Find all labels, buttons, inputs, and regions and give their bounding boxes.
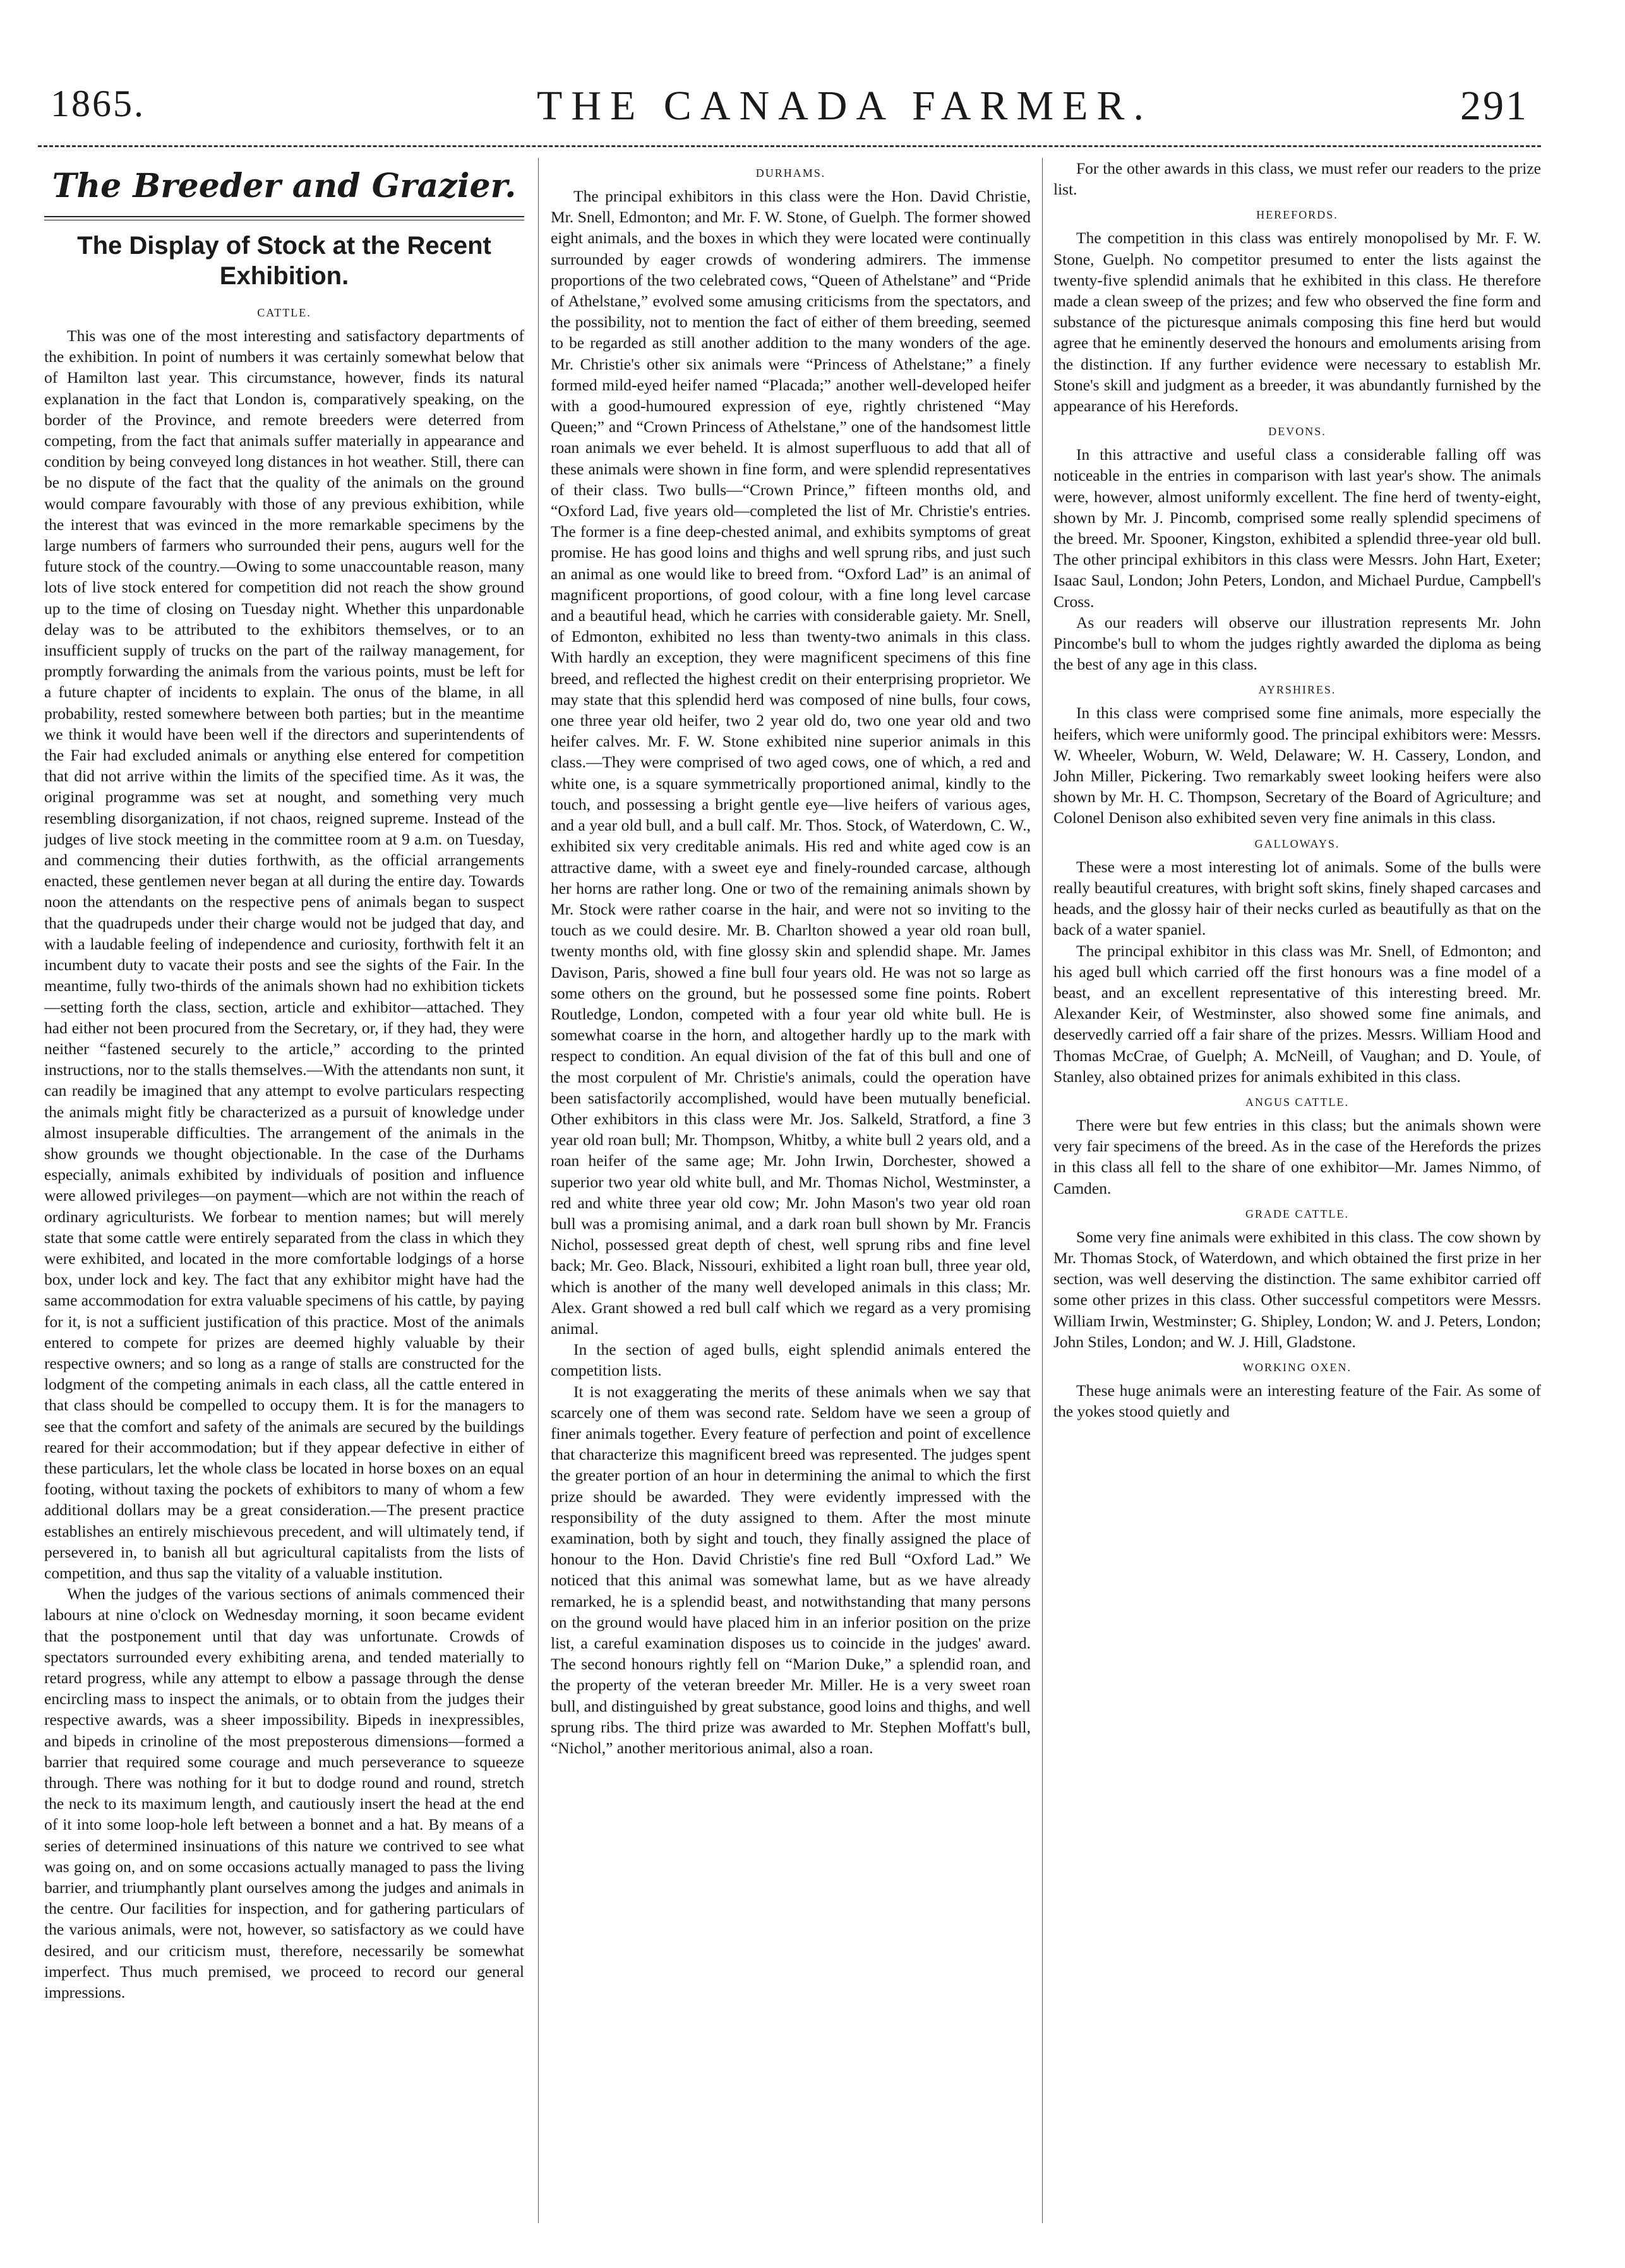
subhead-grade-cattle: GRADE CATTLE. [1245, 1207, 1349, 1220]
subhead-galloways: GALLOWAYS. [1254, 837, 1340, 850]
paragraph: It is not exaggerating the merits of these animals when we say that scarcely one of them was second rate. Seldom have we seen a group of finer animals together. Every feature of perfection and point of excellence that characterize this magnificent breed was represented. The judges spent the greater portion of an hour in determining the animal to which the first prize should be awarded. They were evidently impressed with the responsibility of the duty assigned to them. After the most minute examination, both by sight and touch, they finally assigned the place of honour to the Hon. David Christie's fine red Bull “Oxford Lad.” We noticed that this animal was somewhat lame, but as we have already remarked, he is a splendid beast, and notwithstanding that many persons on the ground would have placed him in an inferior position on the prize list, a careful examination disposes us to coincide in the judges' award. The second honours rightly fell on “Marion Duke,” a splendid roan, and the property of the veteran breeder Mr. Miller. He is a very sweet roan bull, and distinguished by great substance, good loins and thighs, and well sprung ribs. The third prize was awarded to Mr. Stephen Moffatt's bull, “Nichol,” another meritorious animal, also a roan. [551, 1382, 1031, 1758]
column-1 [44, 158, 524, 2223]
issue-year: 1865. [51, 83, 145, 124]
paragraph: This was one of the most interesting and satisfactory departments of the exhibition. In point of numbers it was certainly somewhat below that of Hamilton last year. This circumstance, however, finds its natural explanation in the fact that London is, comparatively speaking, on the border of the Province, and remote breeders were deterred from competing, from the fact that animals suffer materially in appearance and condition by being conveyed long distances in hot weather. Still, there can be no dispute of the fact that the quality of the animals on the ground would compare favourably with those of any previous exhibition, while the interest that was evinced in the more remarkable specimens by the large numbers of farmers who surrounded their pens, augurs well for the future stock of the country.—Owing to some unaccountable reason, many lots of live stock entered for competition did not reach the show ground up to the time of closing on Tuesday night. Whether this unpardonable delay was to be attributed to the exhibitors themselves, or to an insufficient supply of trucks on the part of the railway management, for promptly forwarding the animals from the various points, must be left for a future chapter of incidents to explain. The onus of the blame, in all probability, rested somewhere between both parties; but in the meantime we think it would have been well if the directors and superintendents of the Fair had excluded animals or anything else entered for competition that did not arrive within the limits of the specified time. As it was, the original programme was set at nought, and something very much resembling disorganization, if not chaos, reigned supreme. Instead of the judges of live stock meeting in the committee room at 9 a.m. on Tuesday, and commencing their duties forthwith, as the official arrangements enacted, these gentlemen never began at all during the entire day. Towards noon the attendants on the respective pens of animals began to suspect that the quadrupeds under their charge would not be judged that day, and with a laudable feeling of independence and curiosity, forthwith felt it an incumbent duty to vacate their posts and see the sights of the Fair. In the meantime, fully two-thirds of the animals shown had no exhibition tickets—setting forth the class, section, article and exhibitor—attached. They had either not been procured from the Secretary, or, if they had, they were neither “fastened securely to the article,” according to the printed instructions, nor to the stalls themselves.—With the attendants non sunt, it can readily be imagined that any attempt to evolve particulars respecting the animals might fitly be characterized as a pursuit of knowledge under almost insuperable difficulties. The arrangement of the animals in the show grounds we thought objectionable. In the case of the Durhams especially, animals exhibited by individuals of position and influence were allowed privileges—on payment—which are not within the reach of ordinary agriculturists. We forbear to mention names; but will merely state that some cattle were entirely separated from the class in which they were exhibited, and located in the more comfortable lodgings of a horse box, under lock and key. The fact that any exhibitor might have had the same accommodation for extra valuable specimens of his cattle, by paying for it, is not a sufficient justification of this practice. Most of the animals entered to compete for prizes are deemed highly valuable by their respective owners; and so long as a range of stalls are constructed for the lodgment of the competing animals in each class, all the cattle entered in that class should be compelled to occupy them. It is for the managers to see that the comfort and safety of the animals are secured by the buildings reared for their accommodation; but if they appear defective in either of these particulars, let the whole class be located in horse boxes on an equal footing, without taxing the pockets of exhibitors to many of whom a few additional dollars may be a great consideration.—The present practice establishes an entirely mischievous precedent, and will ultimately tend, if persevered in, to banish all but agricultural capitalists from the lists of competition, and thus sap the vitality of a valuable institution. [44, 327, 524, 1582]
section-title: The Breeder and Grazier. [52, 167, 517, 205]
column-divider [538, 158, 539, 2223]
paragraph: In the section of aged bulls, eight splendid animals entered the competition lists. [551, 1340, 1031, 1380]
header-rule [38, 145, 1541, 150]
paragraph: The principal exhibitors in this class were the Hon. David Christie, Mr. Snell, Edmonton; and Mr. F. W. Stone, of Guelph. The former showed eight animals, and the boxes in which they were located were continually surrounded by eager crowds of wondering admirers. The immense proportions of the two celebrated cows, “Queen of Athelstane” and “Pride of Athelstane,” evolved some amusing criticisms from the spectators, and the possibility, not to mention the fact of either of them breeding, seemed to be regarded as still another addition to the many wonders of the age. Mr. Christie's other six animals were “Princess of Athelstane;” a finely formed mild-eyed heifer named “Placada;” another well-developed heifer with a good-humoured expression of eye, rightly christened “May Queen;” and “Crown Princess of Athelstane,” one of the handsomest little roan animals we ever beheld. It is almost superfluous to add that all of these animals were shown in fine form, and were splendid representatives of their class. Two bulls—“Crown Prince,” fifteen months old, and “Oxford Lad, five years old—completed the list of Mr. Christie's entries. The former is a fine deep-chested animal, and exhibits symptoms of great promise. He has good loins and thighs and well sprung ribs, and just such an animal as one would like to breed from. “Oxford Lad” is an animal of magnificent proportions, of good colour, with a fine long level carcase and a beautiful head, which he carries with considerable gaiety. Mr. Snell, of Edmonton, exhibited no less than twenty-two animals in this class. With hardly an exception, they were magnificent specimens of this fine breed, and reflected the highest credit on their enterprising proprietor. We may state that this splendid herd was composed of nine bulls, four cows, one three year old heifer, two 2 year old do, two one year old and two heifer calves. Mr. F. W. Stone exhibited nine superior animals in this class.—They were comprised of two aged cows, one of which, a red and white one, is a square symmetrically proportioned animal, kindly to the touch, and possessing a bright gentle eye—live heifers of various ages, and a year old bull, and a bull calf. Mr. Thos. Stock, of Waterdown, C. W., exhibited six very creditable animals. His red and white aged cow is an attractive dame, with a sweet eye and finely-rounded carcase, although her horns are rather long. One or two of the remaining animals shown by Mr. Stock were rather coarse in the hair, and were not so inviting to the touch as we could desire. Mr. B. Charlton showed a year old roan bull, twenty months old, with fine glossy skin and splendid shape. Mr. James Davison, Paris, showed a fine bull four years old. He was not so large as some others on the ground, but he possessed some fine points. Robert Routledge, London, competed with a four year old white bull. He is somewhat coarse in the horn, and altogether hardly up to the mark with respect to condition. An equal division of the fat of this bull and one of the most corpulent of Mr. Christie's animals, could the operation have been satisfactorily accomplished, would have been mutually beneficial. Other exhibitors in this class were Mr. Jos. Salkeld, Stratford, a fine 3 year old roan bull; Mr. Thompson, Whitby, a white bull 2 years old, and a roan heifer of the same age; Mr. John Irwin, Dorchester, showed a superior two year old white bull, and Mr. Thomas Nichol, Westminster, a red and white three year old cow; Mr. John Mason's two year old roan bull was a promising animal, and a dark roan bull shown by Mr. Francis Nichol, possessed great depth of chest, well sprung ribs and fine level back; Mr. Geo. Black, Nissouri, exhibited a light roan bull, three year old, which is another of the many well developed animals in this class; Mr. Alex. Grant showed a red bull calf which we regard as a very promising animal. [551, 187, 1031, 1338]
paragraph: For the other awards in this class, we must refer our readers to the prize list. [1053, 159, 1541, 199]
paragraph: In this class were comprised some fine animals, more especially the heifers, which were uniformly good. The principal exhibitors were: Messrs. W. Wheeler, Woburn, W. Weld, Delaware; W. H. Cassery, London, and John Miller, Pickering. Two remarkably sweet looking heifers were also shown by Mr. H. C. Thompson, Secretary of the Board of Agriculture; and Colonel Denison also exhibited seven very fine animals in this class. [1053, 704, 1541, 827]
paragraph: These huge animals were an interesting feature of the Fair. As some of the yokes stood quietly and [1053, 1381, 1541, 1421]
subhead-ayrshires: AYRSHIRES. [1258, 683, 1336, 697]
column-2 [551, 158, 1031, 2223]
subhead-devons: DEVONS. [1268, 425, 1326, 438]
masthead [38, 63, 1541, 158]
paragraph: These were a most interesting lot of animals. Some of the bulls were really beautiful creatures, with bright soft skins, finely shaped carcases and heads, and the glossy hair of their necks curled as beautifully as that on the back of a water spaniel. [1053, 857, 1541, 939]
paragraph: Some very fine animals were exhibited in this class. The cow shown by Mr. Thomas Stock, of Waterdown, and which obtained the first prize in her section, was well deserving the distinction. The same exhibitor carried off some other prizes in this class. Other successful competitors were Messrs. William Irwin, Westminster; G. Shipley, London; W. and J. Peters, London; John Stiles, London; and W. J. Hill, Gladstone. [1053, 1227, 1541, 1351]
column-divider [1042, 158, 1043, 2223]
article-title: The Display of Stock at the Recent Exhibition. [77, 232, 491, 290]
subhead-angus-cattle: ANGUS CATTLE. [1245, 1095, 1349, 1108]
paragraph: The competition in this class was entirely monopolised by Mr. F. W. Stone, Guelph. No competitor presumed to enter the lists against the twenty-five splendid animals that he exhibited in this class. He therefore made a clean sweep of the prizes; and few who observed the fine form and substance of the picturesque animals composing this fine herd but would agree that he eminently deserved the honours and emoluments arising from the distinction. If any further evidence were necessary to establish Mr. Stone's skill and judgment as a breeder, it was abundantly furnished by the appearance of his Herefords. [1053, 229, 1541, 416]
paragraph: When the judges of the various sections of animals commenced their labours at nine o'clock on Wednesday morning, it soon became evident that the postponement until that day was unfortunate. Crowds of spectators surrounded every exhibiting arena, and tended materially to retard progress, while any attempt to elbow a passage through the dense encircling mass to inspect the animals, or to obtain from the judges their respective awards, was a sheer impossibility. Bipeds in inexpressibles, and bipeds in crinoline of the most preposterous dimensions—formed a barrier that required some courage and much perseverance to squeeze through. There was nothing for it but to dodge round and round, stretch the neck to its maximum length, and cautiously insert the head at the end of it into some loop-hole left between a bonnet and a hat. By means of a series of determined insinuations of this nature we contrived to see what was going on, and on some occasions actually managed to pass the living barrier, and triumphantly plant ourselves among the judges and animals in the centre. Our facilities for inspection, and for gathering particulars of the various animals, were not, however, so satisfactory as we could have desired, and our criticism must, therefore, necessarily be somewhat imperfect. Thus much premised, we proceed to record our general impressions. [44, 1585, 524, 2002]
paragraph: The principal exhibitor in this class was Mr. Snell, of Edmonton; and his aged bull which carried off the first honours was a fine model of a beast, and an excellent representative of this interesting breed. Mr. Alexander Keir, of Westminster, also showed some fine animals, and deservedly carried off a fair share of the prizes. Messrs. William Hood and Thomas McCrae, of Guelph; A. McNeill, of Vaughan; and D. Youle, of Stanley, also obtained prizes for animals exhibited in this class. [1053, 941, 1541, 1086]
paragraph: As our readers will observe our illustration represents Mr. John Pincombe's bull to whom the judges rightly awarded the diploma as being the best of any age in this class. [1053, 613, 1541, 674]
subhead-durhams: DURHAMS. [755, 167, 826, 179]
subhead-cattle: CATTLE. [257, 306, 311, 319]
newspaper-title: THE CANADA FARMER. [537, 83, 1153, 129]
subhead-working-oxen: WORKING OXEN. [1243, 1360, 1352, 1374]
paragraph: In this attractive and useful class a considerable falling off was noticeable in the entries in comparison with last year's show. The animals were, however, almost uniformly excellent. The fine herd of twenty-eight, shown by Mr. J. Pincomb, comprised some really splendid specimens of the breed. Mr. Spooner, Kingston, exhibited a splendid three-year old bull. The other principal exhibitors in this class were Messrs. John Hart, Exeter; Isaac Saul, London; John Peters, London, and Michael Purdue, Campbell's Cross. [1053, 445, 1541, 611]
column-3 [1053, 158, 1541, 2223]
page-number: 291 [1460, 83, 1528, 129]
subhead-herefords: HEREFORDS. [1256, 208, 1338, 222]
paragraph: There were but few entries in this class; but the animals shown were very fair specimens of the breed. As in the case of the Herefords the prizes in this class all fell to the share of one exhibitor—Mr. James Nimmo, of Camden. [1053, 1115, 1541, 1197]
section-rule [44, 216, 524, 220]
